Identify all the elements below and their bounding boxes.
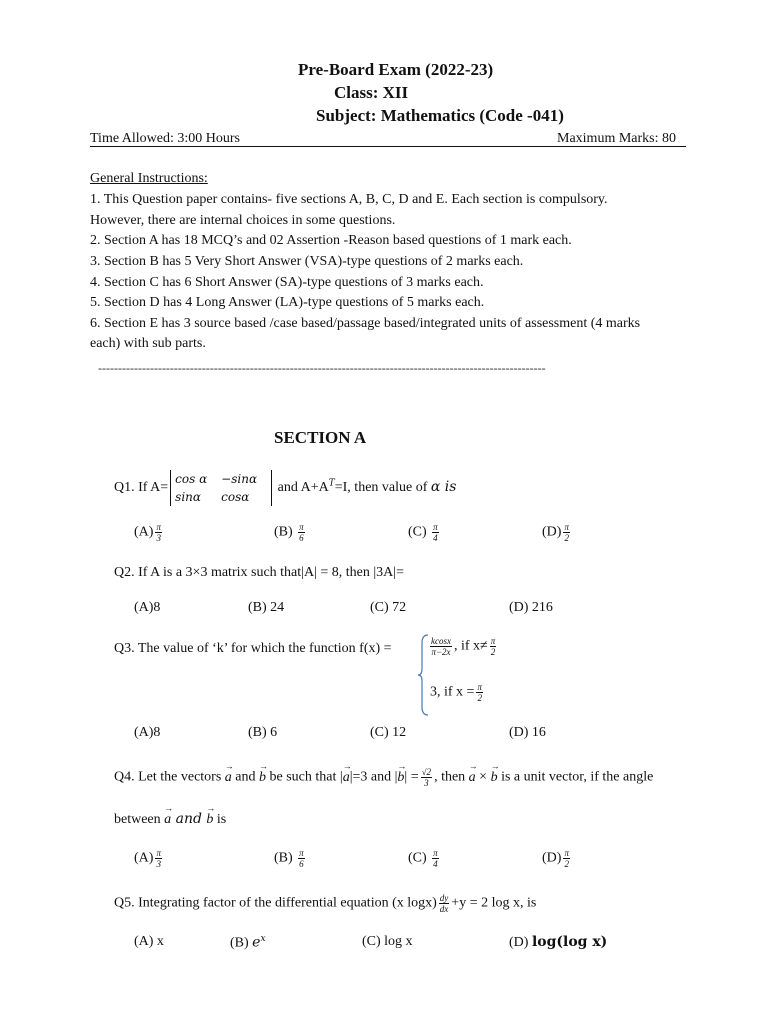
q4-mid2: |=3 and | — [349, 769, 398, 785]
q4-vec-a: → a — [225, 770, 232, 786]
instruction-5: 5. Section D has 4 Long Answer (LA)-type questions of 5 marks each. — [90, 295, 485, 310]
q5-b-sup: x — [260, 934, 266, 944]
q1-m11: cos α — [175, 472, 208, 486]
exam-title: Pre-Board Exam (2022-23) — [298, 60, 494, 79]
q5-prefix: Q5. Integrating factor of the differential equation (x logx) — [114, 895, 437, 911]
question-4 — [114, 767, 653, 788]
q4-b-label: (B) — [274, 850, 293, 866]
q4-line2-mid: and — [171, 811, 207, 827]
q4-c-frac — [432, 848, 439, 869]
q5-d-math: log(log x) — [531, 934, 608, 950]
q1-option-b[interactable] — [274, 522, 307, 543]
q1-option-a[interactable] — [134, 522, 164, 543]
q1-matrix — [170, 470, 272, 506]
q1-a-label: (A) — [134, 524, 154, 540]
q4-a-num: π — [156, 848, 161, 858]
q4-d-label: (D) — [542, 850, 562, 866]
subject-title: Subject: Mathematics (Code -041) — [316, 106, 564, 125]
q5-frac-den: dx — [439, 904, 449, 914]
q3-option-a[interactable]: (A)8 — [134, 725, 161, 740]
q4-vec-b: → b — [259, 770, 266, 786]
q5-frac-num: dy — [439, 893, 449, 903]
q3-case1-num: kcosx — [431, 636, 451, 646]
question-4-line-2 — [114, 811, 226, 828]
q4-and: and — [231, 769, 260, 785]
q4-b-den: 6 — [299, 859, 304, 869]
q1-m22: cosα — [221, 490, 250, 504]
instruction-1b: However, there are internal choices in some questions. — [90, 213, 396, 228]
q4-b-num: π — [299, 848, 304, 858]
q4-frac-num: √2 — [421, 767, 432, 777]
instruction-6a: 6. Section E has 3 source based /case based/passage based/integrated units of assessment (4 marks — [90, 316, 641, 331]
q3-option-b[interactable]: (B) 6 — [248, 725, 278, 740]
q3-case-2 — [430, 682, 485, 703]
q5-option-b[interactable] — [230, 934, 266, 952]
q1-m21: sinα — [175, 490, 201, 504]
q1-a-frac — [155, 522, 162, 543]
q4-cross: × — [475, 769, 491, 785]
q3-case1-cond-den: 2 — [490, 647, 496, 657]
q4-d-frac — [563, 848, 570, 869]
q4-a-label: (A) — [134, 850, 154, 866]
q4-mid1: be such that | — [266, 769, 343, 785]
q1-d-label: (D) — [542, 524, 562, 540]
q3-case2-num: π — [477, 682, 482, 692]
q1-b-label: (B) — [274, 524, 293, 540]
q1-c-frac — [432, 522, 439, 543]
divider-line: ---------------------------------------------------------------------------------------------------------------- — [98, 361, 546, 375]
q2-option-a[interactable]: (A)8 — [134, 600, 161, 615]
q3-case1-den: π−2x — [431, 647, 451, 657]
q5-d-label: (D) — [509, 935, 529, 950]
q1-c-label: (C) — [408, 524, 427, 540]
q4-c-den: 4 — [433, 859, 438, 869]
instruction-2: 2. Section A has 18 MCQ’s and 02 Assertion -Reason based questions of 1 mark each. — [90, 233, 572, 248]
time-allowed: Time Allowed: 3:00 Hours — [90, 131, 240, 146]
q1-a-num: π — [156, 522, 161, 532]
q4-a-frac — [155, 848, 162, 869]
q5-frac — [439, 893, 450, 914]
q3-case2-text: 3, if x = — [430, 684, 475, 700]
q1-b-frac — [298, 522, 305, 543]
instruction-6b: each) with sub parts. — [90, 336, 206, 351]
q4-option-a[interactable] — [134, 848, 164, 869]
q2-option-b[interactable]: (B) 24 — [248, 600, 285, 615]
q4-option-d[interactable] — [542, 848, 572, 869]
q4-option-c[interactable] — [408, 848, 441, 869]
q4-mid3: | = — [404, 769, 419, 785]
section-a-title: SECTION A — [274, 428, 367, 447]
instructions-heading: General Instructions: — [90, 171, 208, 186]
q4-line2-vec-a: → a — [164, 812, 171, 828]
q3-case1-cond: , if x≠ — [454, 638, 488, 654]
q1-suffix: =I, then value of — [334, 480, 431, 496]
q3-option-c[interactable]: (C) 12 — [370, 725, 407, 740]
q4-suffix: is a unit vector, if the angle — [497, 769, 654, 785]
q1-prefix: Q1. If A= — [114, 480, 169, 496]
q4-vec-a-2: → a — [343, 770, 350, 786]
q5-b-math: e — [252, 934, 261, 951]
q4-c-label: (C) — [408, 850, 427, 866]
q4-mid4: , then — [434, 769, 469, 785]
instruction-1a: 1. This Question paper contains- five sections A, B, C, D and E. Each section is compulsory. — [90, 192, 608, 207]
q4-c-num: π — [433, 848, 438, 858]
q5-option-c[interactable]: (C) log x — [362, 934, 413, 949]
q1-b-num: π — [299, 522, 304, 532]
q5-option-a[interactable]: (A) x — [134, 934, 164, 949]
q3-option-d[interactable]: (D) 16 — [509, 725, 546, 740]
q4-vec-a-3: → a — [469, 770, 476, 786]
instruction-3: 3. Section B has 5 Very Short Answer (VSA)-type questions of 2 marks each. — [90, 254, 524, 269]
q1-a-den: 3 — [156, 533, 161, 543]
q1-var: α is — [430, 479, 457, 496]
q1-option-c[interactable] — [408, 522, 441, 543]
maximum-marks: Maximum Marks: 80 — [557, 131, 676, 146]
question-3: Q3. The value of ‘k’ for which the function f(x) = — [114, 641, 392, 656]
class-title: Class: XII — [334, 83, 409, 102]
q4-frac-den: 3 — [424, 778, 429, 788]
q4-d-num: π — [564, 848, 569, 858]
q4-prefix: Q4. Let the vectors — [114, 769, 225, 785]
question-5 — [114, 893, 536, 914]
q4-d-den: 2 — [564, 859, 569, 869]
q3-case2-den: 2 — [477, 693, 482, 703]
q1-c-den: 4 — [433, 533, 438, 543]
q1-d-num: π — [564, 522, 569, 532]
q2-option-d[interactable]: (D) 216 — [509, 600, 553, 615]
q4-option-b[interactable] — [274, 848, 307, 869]
q4-line2-suffix: is — [213, 812, 227, 827]
q1-sup: T — [328, 478, 335, 489]
q1-d-frac — [563, 522, 570, 543]
q4-line2-prefix: between — [114, 812, 165, 827]
q4-b-frac — [298, 848, 305, 869]
q3-case1-cond-num: π — [490, 636, 496, 646]
q5-b-label: (B) — [230, 935, 249, 951]
q3-case1-frac — [430, 636, 452, 657]
q4-line2-vec-b: → b — [206, 812, 213, 828]
question-1 — [114, 470, 456, 506]
q1-b-den: 6 — [299, 533, 304, 543]
q3-case2-frac — [476, 682, 483, 703]
q4-a-den: 3 — [156, 859, 161, 869]
q3-case-1 — [428, 636, 498, 657]
q5-suffix: +y = 2 log x, is — [451, 895, 537, 911]
q1-d-den: 2 — [564, 533, 569, 543]
q4-vec-b-2: → b — [397, 770, 404, 786]
q1-c-num: π — [433, 522, 438, 532]
q1-m12: −sinα — [221, 472, 258, 486]
q4-frac — [421, 767, 432, 788]
q3-case1-cond-frac — [490, 636, 497, 657]
q5-option-d[interactable] — [509, 934, 607, 951]
q2-option-c[interactable]: (C) 72 — [370, 600, 407, 615]
instruction-4: 4. Section C has 6 Short Answer (SA)-type questions of 3 marks each. — [90, 275, 484, 290]
q4-vec-b-3: → b — [491, 770, 498, 786]
q1-mid: and A+A — [274, 480, 329, 496]
q1-option-d[interactable] — [542, 522, 572, 543]
question-2: Q2. If A is a 3×3 matrix such that|A| = 8, then |3A|= — [114, 565, 404, 580]
